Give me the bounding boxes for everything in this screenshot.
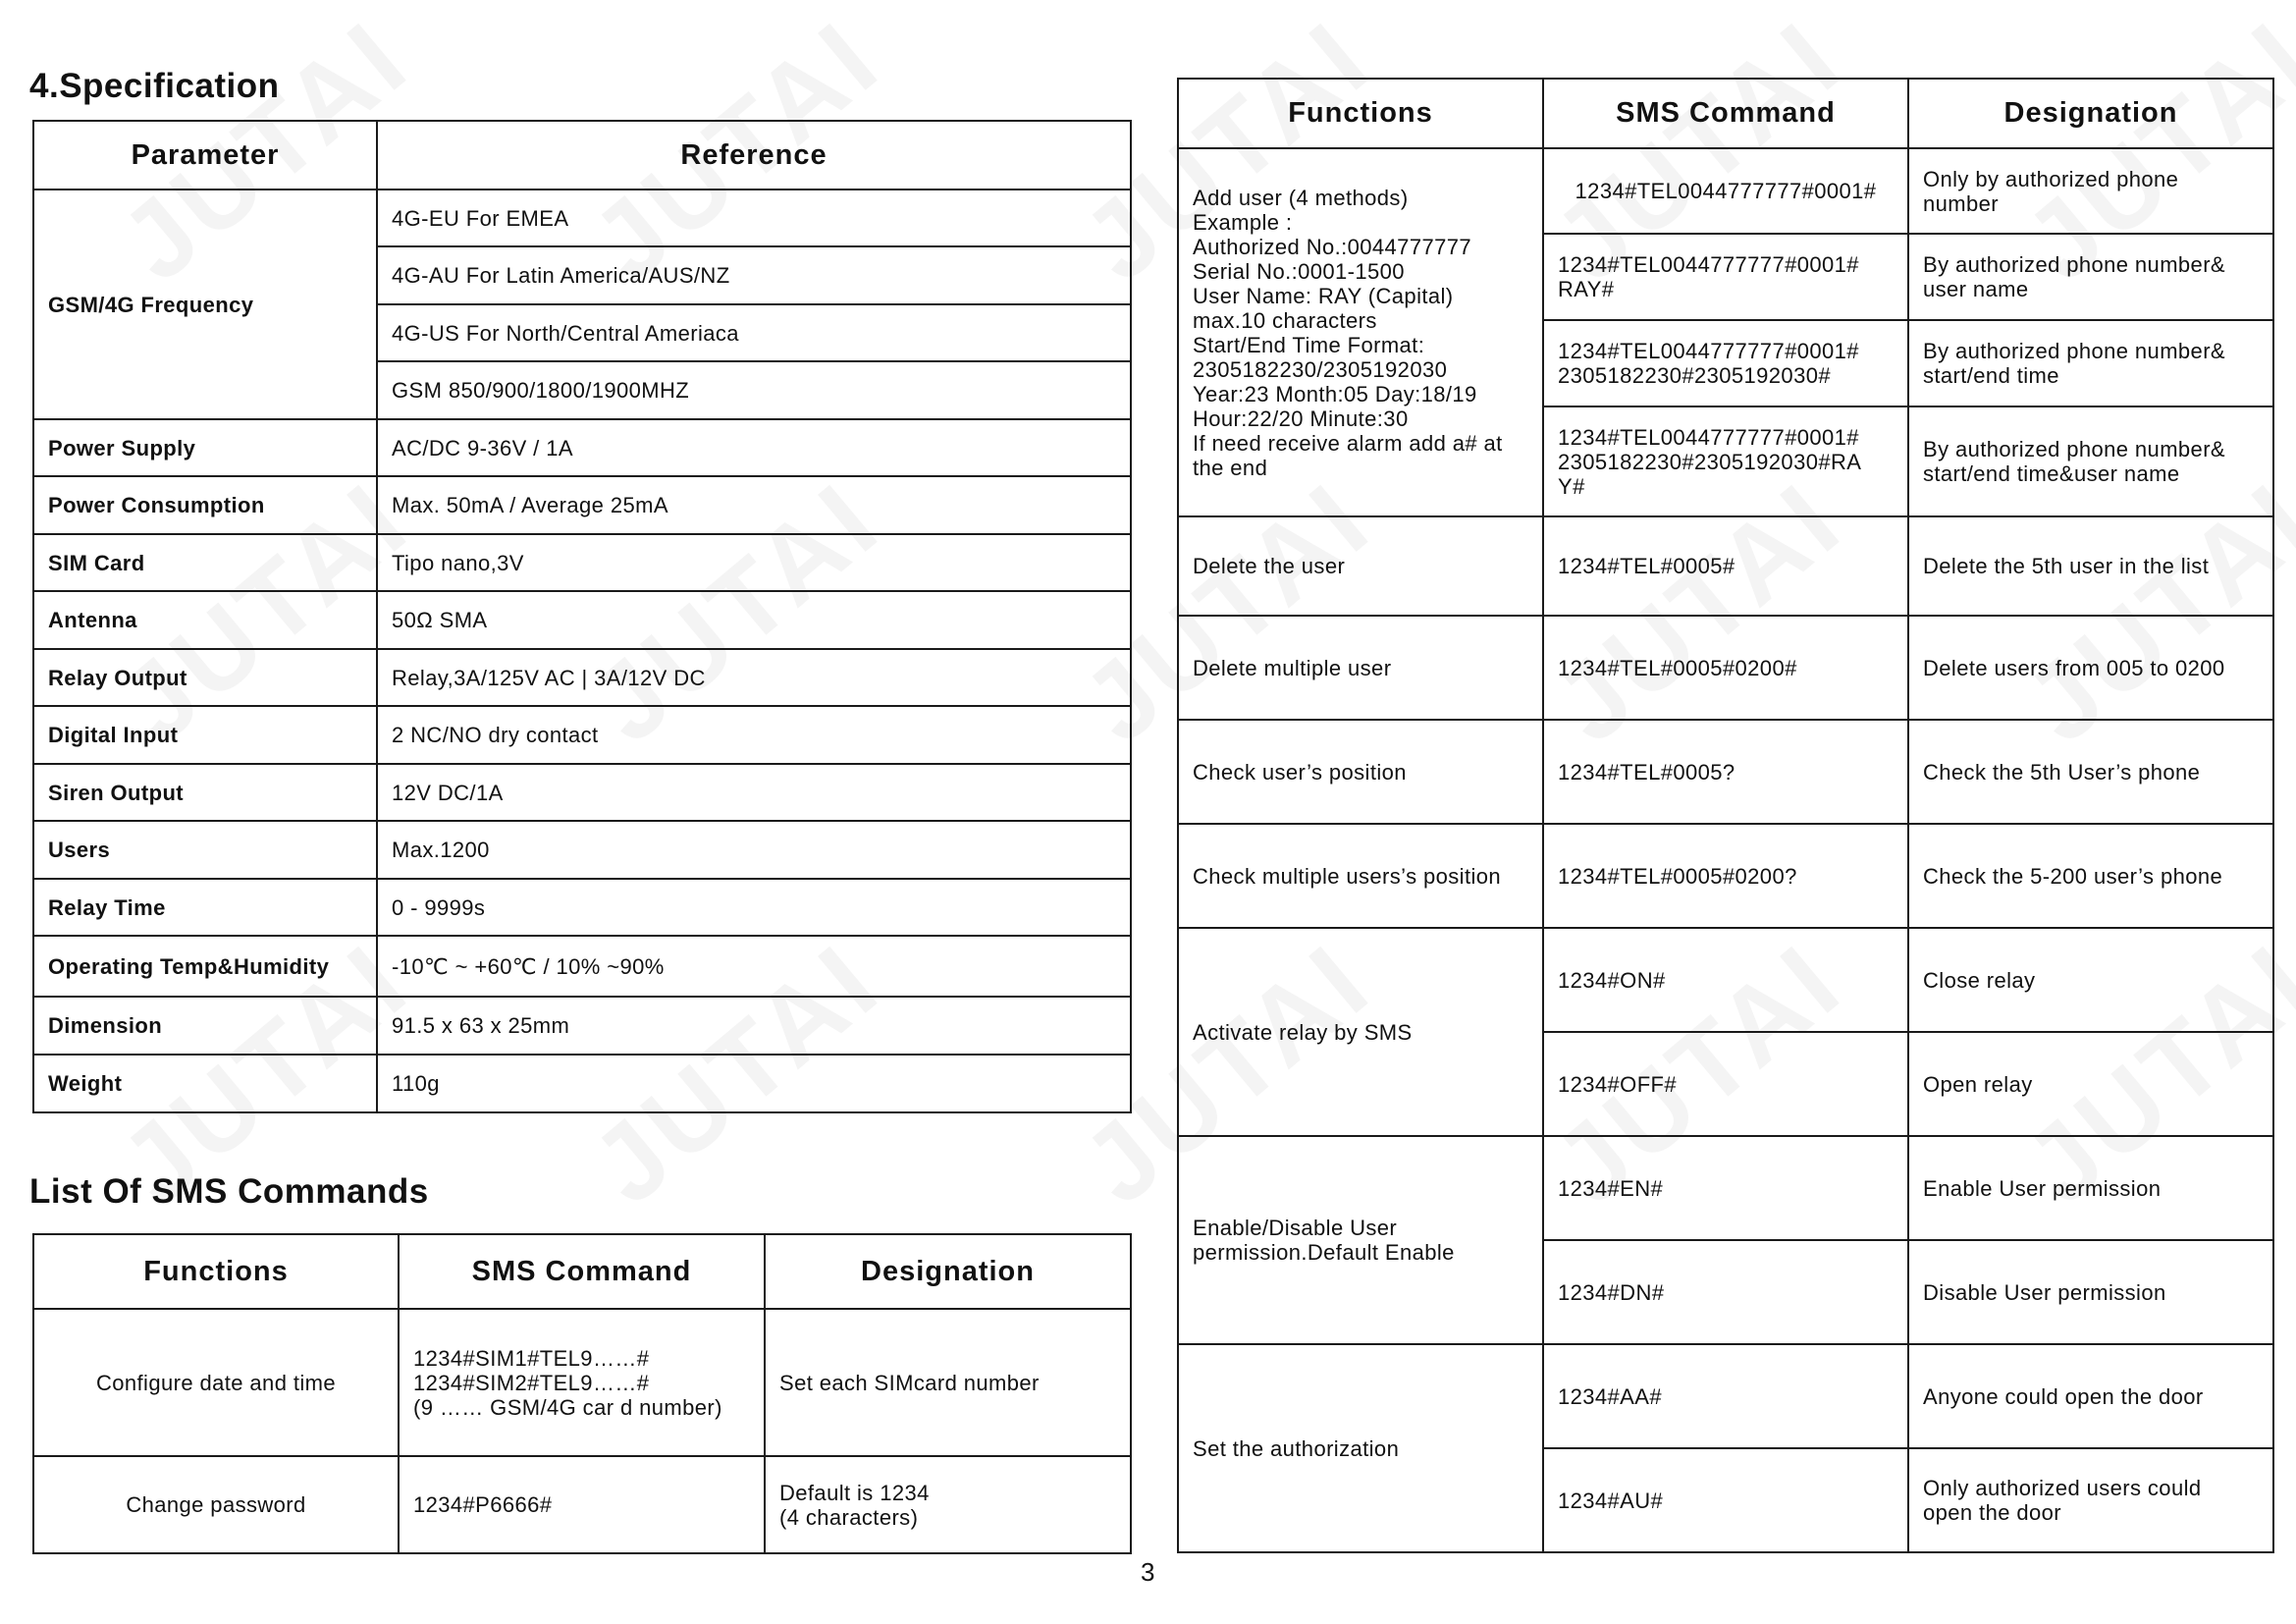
spec-param: Power Supply — [33, 419, 377, 476]
spec-value: -10℃ ~ +60℃ / 10% ~90% — [377, 936, 1131, 997]
sms-row — [1178, 516, 2273, 616]
functions-header: Functions — [1178, 79, 1543, 148]
spec-value: 110g — [377, 1055, 1131, 1112]
sms-commands-heading: List Of SMS Commands — [29, 1172, 429, 1211]
designation-header: Designation — [765, 1234, 1131, 1309]
sms-designation: Only by authorized phone number — [1908, 148, 2273, 234]
spec-row — [33, 591, 1131, 649]
sms-designation: By authorized phone number& start/end time&user name — [1908, 406, 2273, 516]
sms-command: 1234#TEL0044777777#0001# — [1543, 148, 1908, 234]
spec-row — [33, 936, 1131, 997]
sms-command: 1234#TEL#0005#0200# — [1543, 616, 1908, 720]
sms-function: Delete the user — [1178, 516, 1543, 616]
sms-designation: By authorized phone number& user name — [1908, 234, 2273, 320]
spec-value: 4G-AU For Latin America/AUS/NZ — [377, 246, 1131, 304]
sms-command: 1234#AU# — [1543, 1448, 1908, 1552]
sms-commands-table-left — [32, 1233, 1132, 1554]
sms-designation: Only authorized users could open the door — [1908, 1448, 2273, 1552]
sms-row — [1178, 928, 2273, 1032]
permission-function: Enable/Disable User permission.Default Enable — [1178, 1136, 1543, 1344]
sms-command: 1234#TEL0044777777#0001# 2305182230#2305192030#RA Y# — [1543, 406, 1908, 516]
sms-function: Check user’s position — [1178, 720, 1543, 824]
sms-row — [1178, 1344, 2273, 1448]
spec-row — [33, 534, 1131, 591]
spec-value: Relay,3A/125V AC | 3A/12V DC — [377, 649, 1131, 706]
spec-param: GSM/4G Frequency — [33, 189, 377, 419]
spec-param: Relay Output — [33, 649, 377, 706]
authorization-function: Set the authorization — [1178, 1344, 1543, 1552]
sms-function: Check multiple users’s position — [1178, 824, 1543, 928]
spec-value: Max. 50mA / Average 25mA — [377, 476, 1131, 534]
sms-command: 1234#ON# — [1543, 928, 1908, 1032]
sms-designation: Set each SIMcard number — [765, 1309, 1131, 1456]
sms-designation: By authorized phone number& start/end time — [1908, 320, 2273, 406]
sms-designation: Disable User permission — [1908, 1240, 2273, 1344]
sms-designation: Open relay — [1908, 1032, 2273, 1136]
sms-command: 1234#TEL0044777777#0001# 2305182230#2305192030# — [1543, 320, 1908, 406]
relay-function: Activate relay by SMS — [1178, 928, 1543, 1136]
spec-row — [33, 1055, 1131, 1112]
sms-command-header: SMS Command — [399, 1234, 765, 1309]
sms-row — [1178, 616, 2273, 720]
spec-param: Weight — [33, 1055, 377, 1112]
sms-command: 1234#P6666# — [399, 1456, 765, 1553]
spec-row — [33, 189, 1131, 246]
spec-value: 50Ω SMA — [377, 591, 1131, 649]
sms-row — [1178, 1136, 2273, 1240]
sms-header-row — [1178, 79, 2273, 148]
spec-row — [33, 476, 1131, 534]
sms-designation: Enable User permission — [1908, 1136, 2273, 1240]
spec-row — [33, 419, 1131, 476]
sms-function: Delete multiple user — [1178, 616, 1543, 720]
spec-param: Users — [33, 821, 377, 879]
designation-header: Designation — [1908, 79, 2273, 148]
reference-header: Reference — [377, 121, 1131, 189]
spec-row — [33, 706, 1131, 764]
sms-designation: Delete users from 005 to 0200 — [1908, 616, 2273, 720]
spec-param: Siren Output — [33, 764, 377, 821]
specification-heading: 4.Specification — [29, 67, 280, 105]
sms-row — [1178, 148, 2273, 234]
sms-command: 1234#AA# — [1543, 1344, 1908, 1448]
spec-param: Dimension — [33, 997, 377, 1055]
sms-command: 1234#SIM1#TEL9……# 1234#SIM2#TEL9……# (9 …… GSM/4G car d number) — [399, 1309, 765, 1456]
spec-value: 4G-US For North/Central Ameriaca — [377, 304, 1131, 361]
sms-command: 1234#OFF# — [1543, 1032, 1908, 1136]
sms-row — [1178, 824, 2273, 928]
sms-header-row — [33, 1234, 1131, 1309]
functions-header: Functions — [33, 1234, 399, 1309]
spec-param: Relay Time — [33, 879, 377, 936]
sms-function: Change password — [33, 1456, 399, 1553]
spec-row — [33, 821, 1131, 879]
spec-value: 0 - 9999s — [377, 879, 1131, 936]
specification-table — [32, 120, 1132, 1113]
sms-function: Configure date and time — [33, 1309, 399, 1456]
spec-row — [33, 997, 1131, 1055]
sms-designation: Check the 5-200 user’s phone — [1908, 824, 2273, 928]
sms-designation: Delete the 5th user in the list — [1908, 516, 2273, 616]
spec-value: 2 NC/NO dry contact — [377, 706, 1131, 764]
spec-value: 4G-EU For EMEA — [377, 189, 1131, 246]
spec-value: AC/DC 9-36V / 1A — [377, 419, 1131, 476]
spec-value: 91.5 x 63 x 25mm — [377, 997, 1131, 1055]
spec-param: SIM Card — [33, 534, 377, 591]
sms-command: 1234#TEL#0005? — [1543, 720, 1908, 824]
sms-commands-table-right — [1177, 78, 2274, 1553]
spec-row — [33, 879, 1131, 936]
spec-param: Operating Temp&Humidity — [33, 936, 377, 997]
add-user-function: Add user (4 methods) Example : Authorized No.:0044777777 Serial No.:0001-1500 User Name: RAY (Capital) max.10 characters Start/End Time Format: 2305182230/2305192030 Year:23 Month:05 Day:18/19 Hour:22/20 Minute:30 If need receive alarm add a# at the end — [1178, 148, 1543, 516]
spec-param: Digital Input — [33, 706, 377, 764]
sms-command: 1234#DN# — [1543, 1240, 1908, 1344]
sms-designation: Check the 5th User’s phone — [1908, 720, 2273, 824]
spec-param: Power Consumption — [33, 476, 377, 534]
sms-designation: Anyone could open the door — [1908, 1344, 2273, 1448]
sms-command: 1234#TEL0044777777#0001# RAY# — [1543, 234, 1908, 320]
spec-row — [33, 649, 1131, 706]
parameter-header: Parameter — [33, 121, 377, 189]
page-number: 3 — [1141, 1557, 1155, 1587]
sms-designation: Close relay — [1908, 928, 2273, 1032]
spec-value: 12V DC/1A — [377, 764, 1131, 821]
sms-command: 1234#TEL#0005#0200? — [1543, 824, 1908, 928]
spec-header-row — [33, 121, 1131, 189]
sms-command: 1234#TEL#0005# — [1543, 516, 1908, 616]
spec-param: Antenna — [33, 591, 377, 649]
sms-command-header: SMS Command — [1543, 79, 1908, 148]
spec-value: Tipo nano,3V — [377, 534, 1131, 591]
sms-designation: Default is 1234 (4 characters) — [765, 1456, 1131, 1553]
spec-value: Max.1200 — [377, 821, 1131, 879]
sms-command: 1234#EN# — [1543, 1136, 1908, 1240]
sms-row — [33, 1456, 1131, 1553]
sms-row — [1178, 720, 2273, 824]
sms-row — [33, 1309, 1131, 1456]
spec-row — [33, 764, 1131, 821]
spec-value: GSM 850/900/1800/1900MHZ — [377, 361, 1131, 419]
